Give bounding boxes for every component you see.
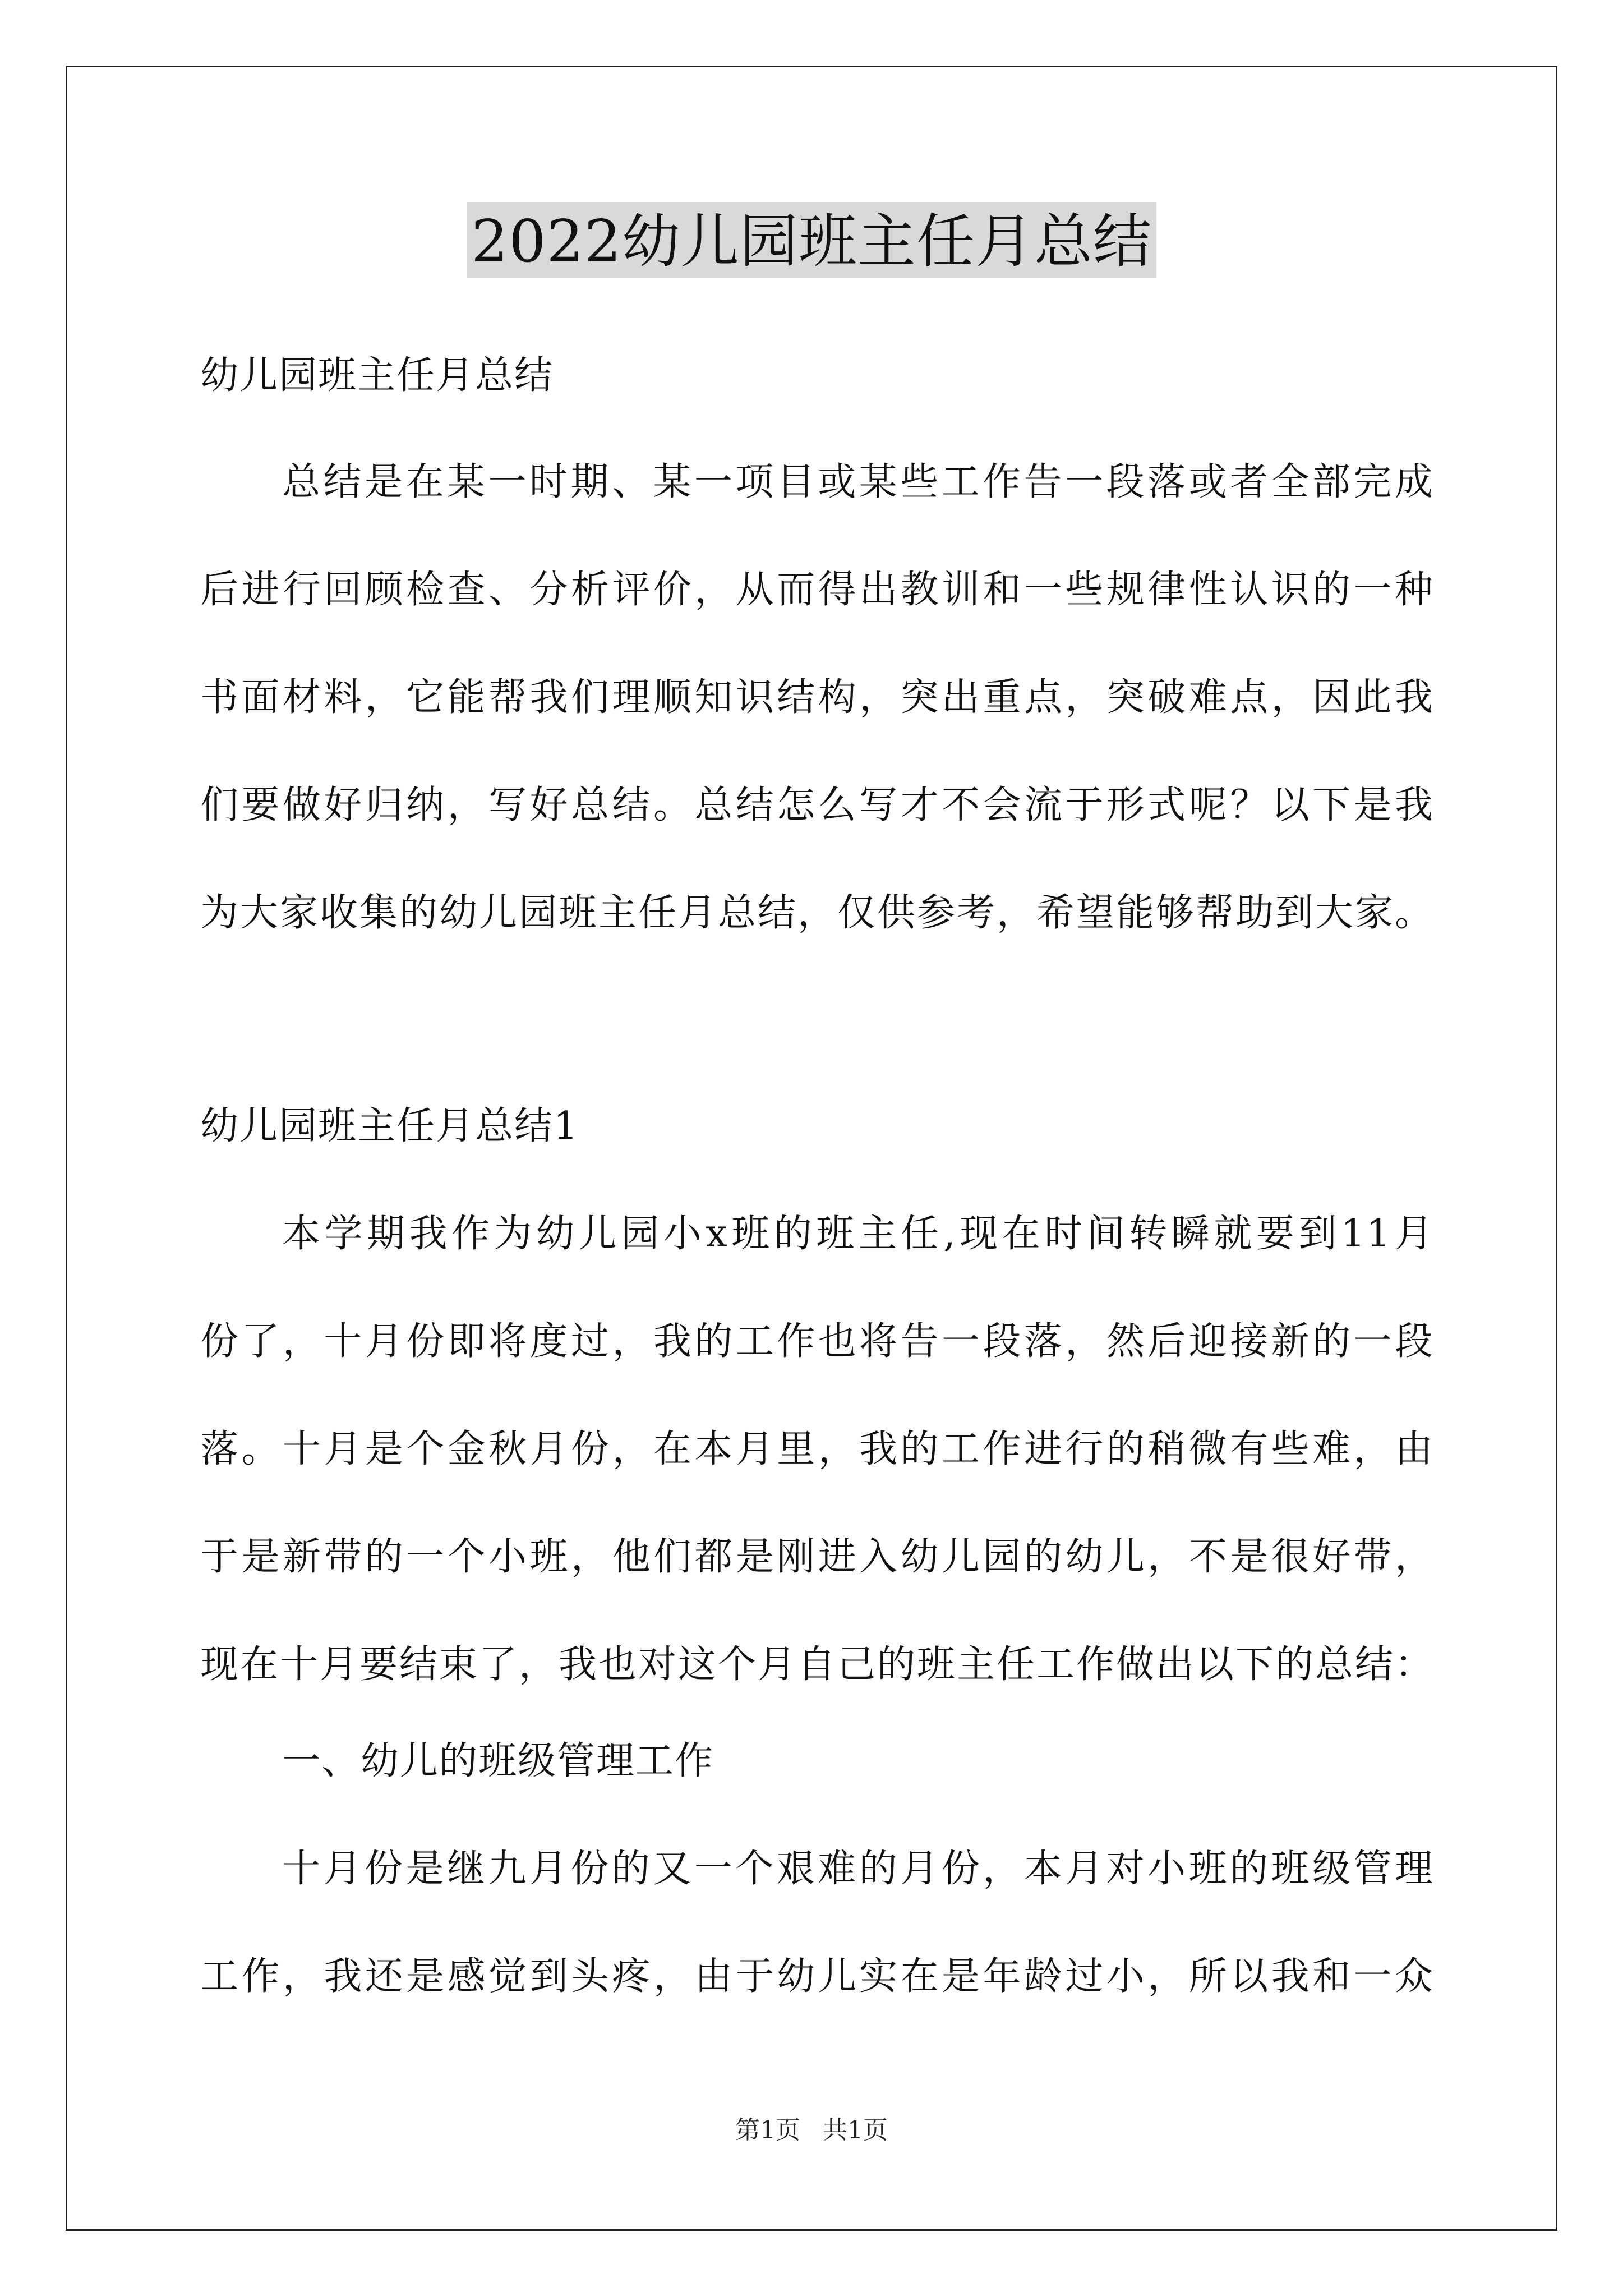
paragraph-line: 后进行回顾检查、分析评价，从而得出教训和一些规律性认识的一种	[200, 568, 1434, 612]
paragraph-line: 本学期我作为幼儿园小x班的班主任,现在时间转瞬就要到11月	[282, 1212, 1434, 1256]
paragraph-line: 为大家收集的幼儿园班主任月总结，仅供参考，希望能够帮助到大家。	[200, 891, 1434, 935]
document-title: 2022幼儿园班主任月总结	[467, 202, 1156, 278]
page-footer	[0, 2115, 1623, 2146]
paragraph-line: 总结是在某一时期、某一项目或某些工作告一段落或者全部完成	[282, 460, 1434, 504]
page-number: 第1页	[735, 2116, 800, 2145]
paragraph-line: 们要做好归纳，写好总结。总结怎么写才不会流于形式呢？以下是我	[200, 783, 1434, 827]
subtitle-line: 幼儿园班主任月总结	[200, 353, 554, 398]
paragraph-line: 书面材料，它能帮我们理顺知识结构，突出重点，突破难点，因此我	[200, 675, 1434, 720]
paragraph-line: 现在十月要结束了，我也对这个月自己的班主任工作做出以下的总结：	[200, 1642, 1434, 1687]
paragraph-line: 份了，十月份即将度过，我的工作也将告一段落，然后迎接新的一段	[200, 1319, 1434, 1364]
paragraph-line: 工作，我还是感觉到头疼，由于幼儿实在是年龄过小，所以我和一众	[200, 1954, 1434, 1999]
paragraph-line: 十月份是继九月份的又一个艰难的月份，本月对小班的班级管理	[282, 1847, 1434, 1891]
subsection-heading: 一、幼儿的班级管理工作	[282, 1739, 714, 1783]
paragraph-line: 落。十月是个金秋月份，在本月里，我的工作进行的稍微有些难，由	[200, 1427, 1434, 1471]
page-total: 共1页	[823, 2116, 888, 2145]
title-container	[0, 202, 1623, 278]
paragraph-line: 于是新带的一个小班，他们都是刚进入幼儿园的幼儿，不是很好带，	[200, 1535, 1434, 1579]
section-heading: 幼儿园班主任月总结1	[200, 1104, 579, 1148]
